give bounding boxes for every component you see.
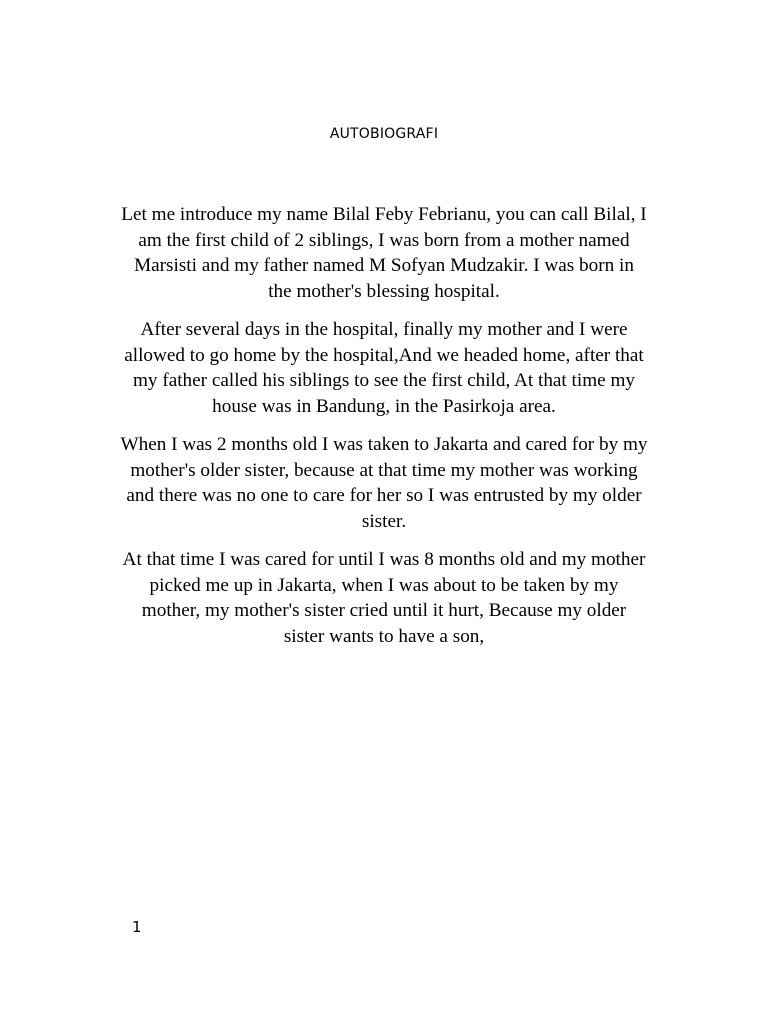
page-number: 1: [132, 918, 142, 936]
paragraph-2: After several days in the hospital, finally my mother and I were allowed to go home by the hospital,And we headed home, after that my father called his siblings to see the first child, At that time my house was in Bandung, in the Pasirkoja area.: [124, 319, 644, 417]
paragraph-4: At that time I was cared for until I was 8 months old and my mother picked me up in Jakarta, when I was about to be taken by my mother, my mother's sister cried until it hurt, Because my older sister wants to have a son,: [122, 549, 646, 647]
body-text: [120, 202, 648, 662]
paragraph-3: When I was 2 months old I was taken to Jakarta and cared for by my mother's older sister, because at that time my mother was working and there was no one to care for her so I was entrusted by my older sister.: [120, 434, 648, 532]
paragraph-1: Let me introduce my name Bilal Feby Febrianu, you can call Bilal, I am the first child of 2 siblings, I was born from a mother named Marsisti and my father named M Sofyan Mudzakir. I was born in the mother's blessing hospital.: [121, 204, 647, 302]
page-title: AUTOBIOGRAFI: [329, 126, 439, 142]
